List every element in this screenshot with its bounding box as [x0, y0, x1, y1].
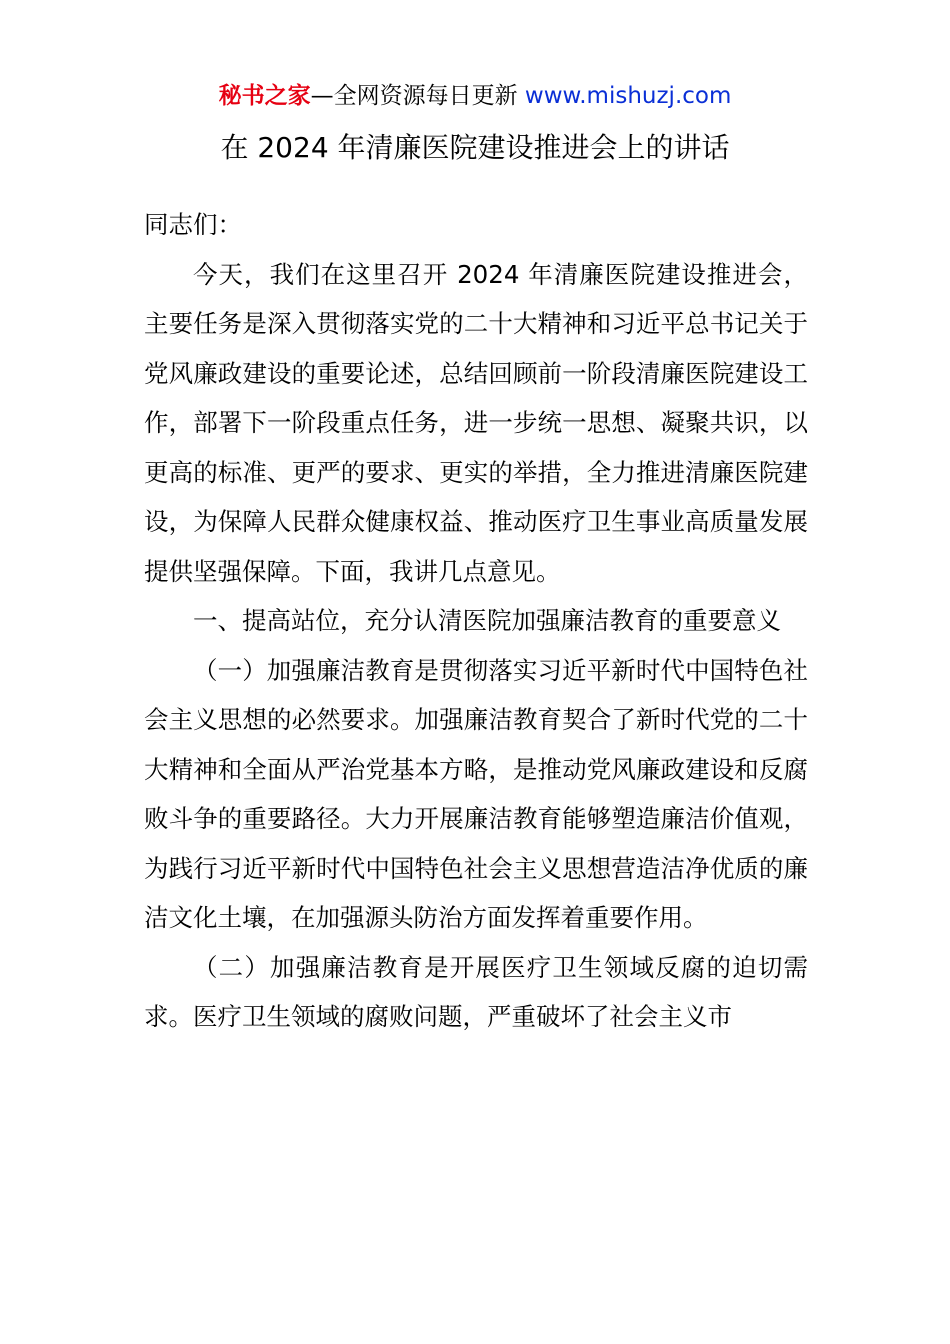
- salutation: 同志们：: [144, 210, 242, 239]
- site-url-link[interactable]: www.mishuzj.com: [524, 83, 732, 109]
- section-heading-1: 一、提高站位，充分认清医院加强廉洁教育的重要意义: [193, 606, 781, 635]
- document-body: [144, 200, 808, 1042]
- site-brand: 秘书之家: [218, 83, 311, 109]
- paragraph-subsection-1: （一）加强廉洁教育是贯彻落实习近平新时代中国特色社会主义思想的必然要求。加强廉洁教育契合了新时代党的二十大精神和全面从严治党基本方略，是推动党风廉政建设和反腐败斗争的重要路径。大力开展廉洁教育能够塑造廉洁价值观，为践行习近平新时代中国特色社会主义思想营造洁净优质的廉洁文化土壤，在加强源头防治方面发挥着重要作用。: [144, 655, 808, 932]
- site-header: [0, 80, 950, 112]
- paragraph-subsection-2: （二）加强廉洁教育是开展医疗卫生领域反腐的迫切需求。医疗卫生领域的腐败问题，严重破坏了社会主义市: [144, 952, 808, 1031]
- site-tagline: —全网资源每日更新: [310, 83, 525, 109]
- paragraph-intro: 今天，我们在这里召开 2024 年清廉医院建设推进会，主要任务是深入贯彻落实党的二十大精神和习近平总书记关于党风廉政建设的重要论述，总结回顾前一阶段清廉医院建设工作，部署下一阶段重点任务，进一步统一思想、凝聚共识，以更高的标准、更严的要求、更实的举措，全力推进清廉医院建设，为保障人民群众健康权益、推动医疗卫生事业高质量发展提供坚强保障。下面，我讲几点意见。: [144, 259, 808, 586]
- document-title: 在 2024 年清廉医院建设推进会上的讲话: [220, 131, 730, 164]
